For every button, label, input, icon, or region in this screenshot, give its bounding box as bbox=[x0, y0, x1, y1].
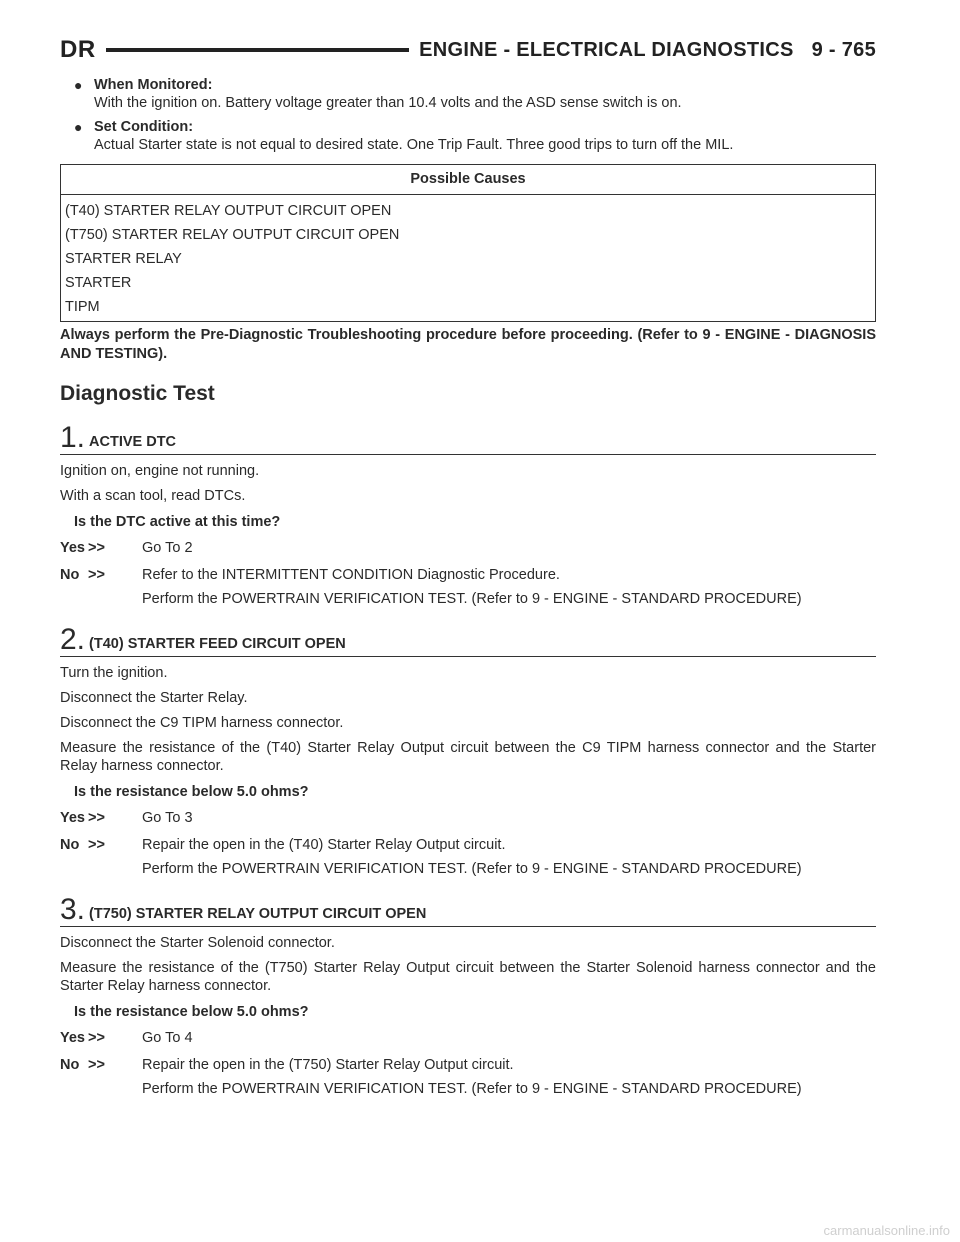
manual-page bbox=[60, 30, 876, 1098]
bullet-dot-icon: ● bbox=[74, 77, 83, 93]
verification-note: Perform the POWERTRAIN VERIFICATION TEST. (Refer to 9 - ENGINE - STANDARD PROCEDURE) bbox=[142, 861, 802, 877]
answer-yes bbox=[60, 539, 876, 557]
verification-note: Perform the POWERTRAIN VERIFICATION TEST. (Refer to 9 - ENGINE - STANDARD PROCEDURE) bbox=[142, 591, 802, 607]
step-title: (T40) STARTER FEED CIRCUIT OPEN bbox=[89, 636, 346, 652]
step-instruction: Disconnect the Starter Solenoid connector. bbox=[60, 935, 335, 951]
no-action: Repair the open in the (T750) Starter Relay Output circuit. bbox=[142, 1057, 514, 1073]
step-instruction: With a scan tool, read DTCs. bbox=[60, 488, 246, 504]
pre-diagnostic-note: Always perform the Pre-Diagnostic Troubleshooting procedure before proceeding. (Refer to 9 - ENGINE - DIAGNOSIS AND TESTING). bbox=[60, 327, 876, 362]
step-heading bbox=[60, 421, 876, 455]
step-question: Is the resistance below 5.0 ohms? bbox=[74, 784, 309, 800]
bullet-text: With the ignition on. Battery voltage greater than 10.4 volts and the ASD sense switch is on. bbox=[94, 95, 682, 111]
no-action: Refer to the INTERMITTENT CONDITION Diagnostic Procedure. bbox=[142, 567, 560, 583]
bullet-set-condition bbox=[60, 118, 876, 154]
cause-item: (T40) STARTER RELAY OUTPUT CIRCUIT OPEN bbox=[65, 203, 392, 219]
header-section: ENGINE - ELECTRICAL DIAGNOSTICS bbox=[419, 38, 794, 61]
yes-action: Go To 3 bbox=[142, 810, 193, 826]
step-question: Is the resistance below 5.0 ohms? bbox=[74, 1004, 309, 1020]
watermark-footer: carmanualsonline.info bbox=[823, 1223, 950, 1238]
bullet-dot-icon: ● bbox=[74, 119, 83, 135]
arrow-icon: >> bbox=[88, 540, 105, 556]
cause-item: STARTER bbox=[65, 275, 132, 291]
step-number: 2. bbox=[60, 623, 86, 656]
header-rule bbox=[106, 48, 409, 52]
verification-note: Perform the POWERTRAIN VERIFICATION TEST. (Refer to 9 - ENGINE - STANDARD PROCEDURE) bbox=[142, 1081, 802, 1097]
yes-label: Yes bbox=[60, 1030, 85, 1046]
step-instruction: Disconnect the Starter Relay. bbox=[60, 690, 248, 706]
step-heading bbox=[60, 893, 876, 927]
bullet-title: Set Condition: bbox=[94, 119, 194, 135]
step-question: Is the DTC active at this time? bbox=[74, 514, 281, 530]
step-number: 3. bbox=[60, 893, 86, 926]
possible-causes-table bbox=[60, 164, 876, 322]
step-instruction: Ignition on, engine not running. bbox=[60, 463, 260, 479]
yes-label: Yes bbox=[60, 540, 85, 556]
no-label: No bbox=[60, 567, 80, 583]
causes-title: Possible Causes bbox=[61, 165, 875, 195]
no-action: Repair the open in the (T40) Starter Relay Output circuit. bbox=[142, 837, 506, 853]
step-number: 1. bbox=[60, 421, 86, 454]
step-instruction: Disconnect the C9 TIPM harness connector. bbox=[60, 715, 344, 731]
causes-list bbox=[61, 195, 875, 321]
bullet-title: When Monitored: bbox=[94, 77, 213, 93]
arrow-icon: >> bbox=[88, 837, 105, 853]
answer-no bbox=[60, 1056, 876, 1098]
answer-no bbox=[60, 566, 876, 608]
answer-yes bbox=[60, 809, 876, 827]
cause-item: (T750) STARTER RELAY OUTPUT CIRCUIT OPEN bbox=[65, 227, 400, 243]
bullet-when-monitored bbox=[60, 76, 876, 112]
answer-yes bbox=[60, 1029, 876, 1047]
bullet-text: Actual Starter state is not equal to desired state. One Trip Fault. Three good trips to turn off the MIL. bbox=[94, 137, 734, 153]
yes-action: Go To 4 bbox=[142, 1030, 193, 1046]
diagnostic-step-3 bbox=[60, 893, 876, 1098]
arrow-icon: >> bbox=[88, 1030, 105, 1046]
yes-action: Go To 2 bbox=[142, 540, 193, 556]
header-page-number: 9 - 765 bbox=[811, 38, 876, 61]
arrow-icon: >> bbox=[88, 567, 105, 583]
cause-item: TIPM bbox=[65, 299, 100, 315]
step-heading bbox=[60, 623, 876, 657]
monitor-bullets bbox=[60, 76, 876, 154]
yes-label: Yes bbox=[60, 810, 85, 826]
arrow-icon: >> bbox=[88, 1057, 105, 1073]
section-title: Diagnostic Test bbox=[60, 382, 215, 405]
step-instruction: Measure the resistance of the (T750) Starter Relay Output circuit between the Starter Solenoid harness connector and the Starter Relay harness connector. bbox=[60, 960, 876, 994]
cause-item: STARTER RELAY bbox=[65, 251, 182, 267]
header-model: DR bbox=[60, 36, 96, 63]
no-label: No bbox=[60, 837, 80, 853]
no-label: No bbox=[60, 1057, 80, 1073]
diagnostic-step-2 bbox=[60, 623, 876, 878]
diagnostic-step-1 bbox=[60, 421, 876, 608]
page-header bbox=[60, 30, 876, 70]
step-instruction: Turn the ignition. bbox=[60, 665, 168, 681]
arrow-icon: >> bbox=[88, 810, 105, 826]
answer-no bbox=[60, 836, 876, 878]
step-title: (T750) STARTER RELAY OUTPUT CIRCUIT OPEN bbox=[89, 906, 427, 922]
step-title: ACTIVE DTC bbox=[89, 434, 177, 450]
step-instruction: Measure the resistance of the (T40) Starter Relay Output circuit between the C9 TIPM harness connector and the Starter Relay harness connector. bbox=[60, 740, 876, 774]
